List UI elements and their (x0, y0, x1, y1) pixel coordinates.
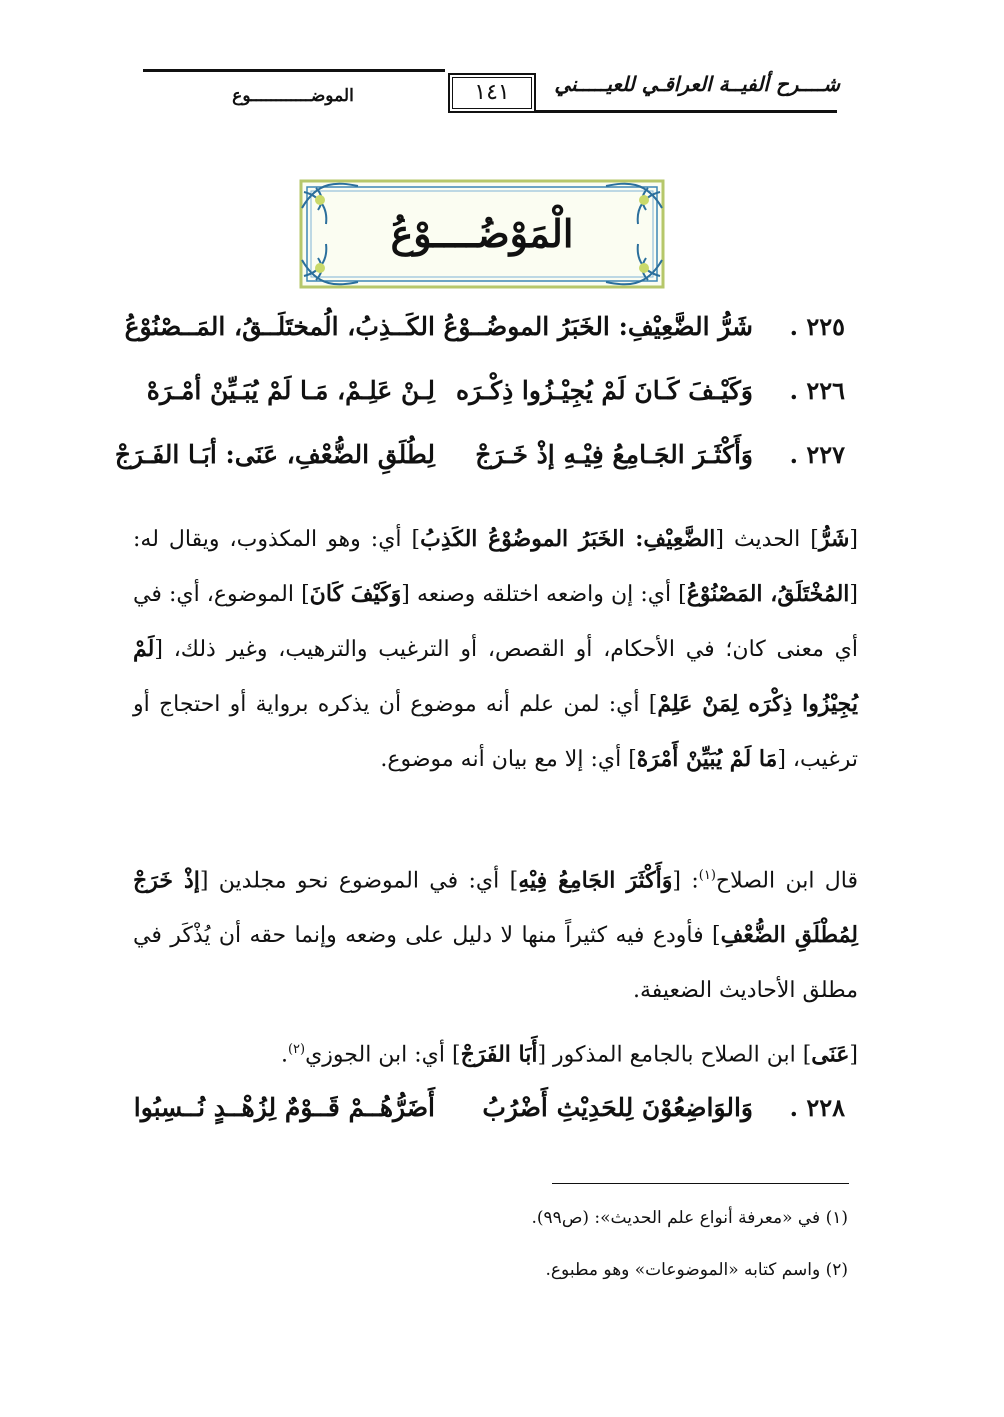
page-number-box: ١٤١ (448, 73, 536, 113)
verse-number: ٢٢٧ . (789, 440, 845, 469)
quoted-verse-text: وَكَيْفَ كَانَ (309, 581, 402, 607)
verse-first-hemistich: شَرُّ الضَّعِيْفِ: الخَبَرُ الموضُــوْعُ (443, 312, 753, 341)
commentary-text: : [ (672, 868, 699, 894)
verse-second-hemistich: لِطُلَقِ الضُّعْفِ، عَنَى: أبَـا الفَـرَجْ (114, 440, 435, 469)
quoted-verse-text: وَأَكْثَرَ الجَامِعُ فِيْهِ (518, 867, 673, 894)
quoted-verse-text: المُخْتَلَقُ، المَصْنُوْعُ (686, 581, 850, 607)
verse-second-hemistich: أَضَرُّهُــمْ قَــوْمٌ لِزُهْــدٍ نُــسِبُوا (133, 1093, 435, 1122)
running-header-book-title: شــــرح ألفيــة العراقـي للعيـــــني (554, 72, 840, 96)
quoted-verse-text: إذْ خَرَجْ لِمُطْلَقِ الضُّعْفِ (133, 867, 858, 949)
verse-number: ٢٢٨ . (789, 1093, 845, 1122)
commentary-text: ] أي: لمن علم أنه موضوع أن يذكره برواية أو احتجاج أو ترغيب، [ (133, 692, 858, 772)
verse-number: ٢٢٥ . (789, 312, 845, 341)
header-rule-right (535, 110, 837, 113)
commentary-text: ] الموضوع، أي: في أي معنى كان؛ في الأحكام، أو القصص، أو الترغيب والترهيب، وغير ذلك، [ (133, 582, 858, 662)
verse-228 (125, 1093, 845, 1137)
quoted-verse-text: الضَّعِيْفِ: الخَبَرُ الموضُوْعُ الكَذِبُ (420, 526, 716, 552)
footnote-separator (552, 1183, 849, 1184)
quoted-verse-text: شَرُّ (818, 526, 850, 552)
verse-225 (125, 312, 845, 356)
commentary-paragraph-2 (133, 848, 858, 1018)
commentary-paragraph-3 (133, 1022, 858, 1082)
commentary-text: قال ابن الصلاح (715, 868, 859, 894)
commentary-text: ] أي: ابن الجوزي (305, 1042, 461, 1068)
bracket: [ (849, 527, 859, 552)
quoted-verse-text: عَنَى (811, 1041, 850, 1068)
commentary-paragraph-1 (133, 512, 858, 787)
quoted-verse-text: أَبَا الفَرَجْ (460, 1041, 538, 1068)
commentary-text: ] ابن الصلاح بالجامع المذكور [ (537, 1042, 812, 1068)
title-cartouche (298, 178, 666, 290)
commentary-text: ] أي: وهو المكذوب، ويقال له: [ (133, 527, 858, 607)
header-rule-left (143, 69, 445, 72)
verse-number: ٢٢٦ . (789, 376, 845, 405)
footnote-ref[interactable]: (١) (698, 868, 716, 883)
verse-first-hemistich: وَالوَاضِعُوْنَ لِلحَدِيْثِ أَضْرُبُ (482, 1093, 753, 1122)
verse-226 (125, 376, 845, 420)
verse-first-hemistich: وَكَيْـفَ كَـانَ لَمْ يُجِيْـزُوا ذِكْـرَه (455, 376, 753, 405)
commentary-text: ] فأودع فيه كثيراً منها لا دليل على وضعه وإنما حقه أن يُذْكَر في مطلق الأحاديث الضعيفة. (133, 923, 858, 1004)
commentary-text: ] أي: إن واضعه اختلقه وصنعه [ (401, 582, 687, 607)
bracket: [ (849, 1042, 858, 1068)
verse-227 (114, 440, 845, 484)
running-header-chapter: الموضــــــــــــوع (232, 86, 354, 106)
verse-first-hemistich: وَأَكْثَـرَ الجَـامِعُ فِيْـهِ إذْ خَـرَجْ (475, 440, 753, 469)
footnote-1: (١) في «معرفة أنواع علم الحديث»: (ص٩٩). (531, 1208, 848, 1228)
commentary-text: ] أي: في الموضوع نحو مجلدين [ (199, 868, 519, 894)
verse-second-hemistich: الكَــذِبُ، الُمختَلَــقُ، المَــصْنُوْعُ (124, 312, 435, 341)
commentary-text: ] أي: إلا مع بيان أنه موضوع. (380, 747, 637, 772)
footnote-2: (٢) واسم كتابه «الموضوعات» وهو مطبوع. (545, 1260, 848, 1280)
verse-second-hemistich: لِـنْ عَلِـمْ، مَـا لَمْ يُبَـيِّنْ أمْـرَهْ (146, 376, 435, 405)
commentary-text: ] الحديث [ (715, 527, 819, 552)
commentary-text: . (280, 1042, 288, 1068)
section-title: الْمَوْضُــــوْعُ (390, 211, 574, 256)
footnote-ref[interactable]: (٢) (287, 1042, 306, 1057)
quoted-verse-text: لَمْ يُجِيْزُوا ذِكْرَه لِمَنْ عَلِمْ (133, 636, 858, 717)
quoted-verse-text: مَا لَمْ يُبَيِّنْ أَمْرَهْ (636, 746, 778, 772)
